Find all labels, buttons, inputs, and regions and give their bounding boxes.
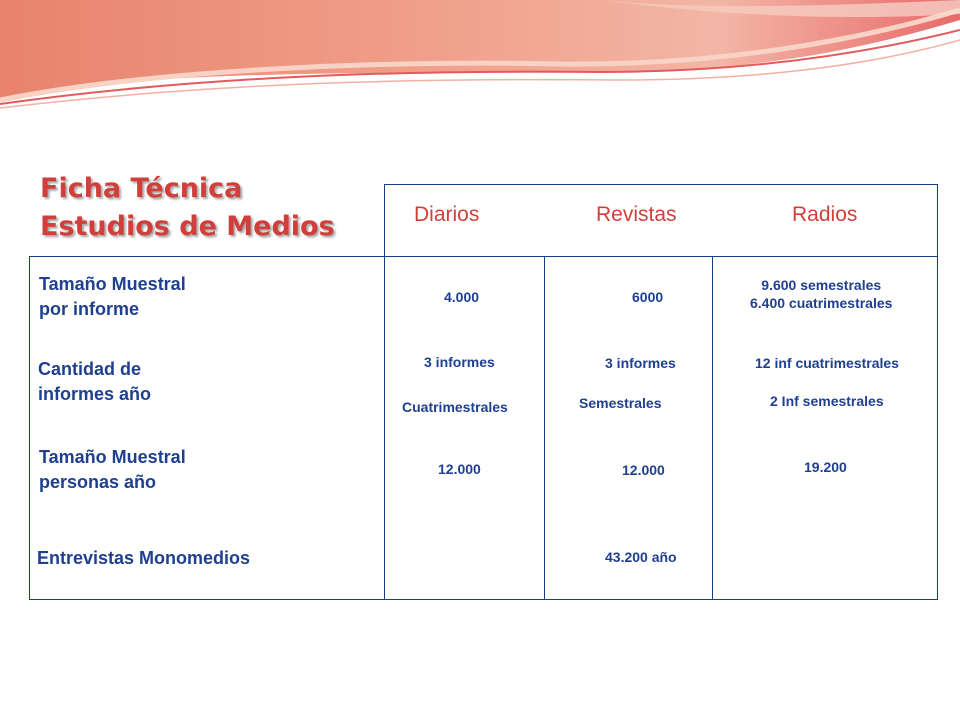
cell-revistas-muestral-anual: 12.000 <box>622 462 665 478</box>
column-divider-middle <box>544 256 545 600</box>
row-label-line: Cantidad de <box>38 359 142 379</box>
row-label-cantidad-informes <box>38 357 151 407</box>
title-line-2: Estudios de Medios <box>40 211 335 242</box>
row-label-line: por informe <box>39 299 140 319</box>
row-label-tamano-anual <box>39 445 186 495</box>
column-divider-right <box>712 256 713 600</box>
cell-revistas-muestral-informe: 6000 <box>632 289 664 305</box>
cell-diarios-informes-count: 3 informes <box>424 354 495 370</box>
title-line-1: Ficha Técnica <box>40 173 243 204</box>
row-label-line: informes año <box>38 384 152 404</box>
row-label-monomedios <box>37 546 250 571</box>
cell-radios-informes-line1: 12 inf cuatrimestrales <box>755 355 899 371</box>
cell-radios-informes-line2: 2 Inf semestrales <box>770 393 884 409</box>
cell-revistas-monomedios: 43.200 año <box>605 549 677 565</box>
decorative-wave-banner <box>0 0 960 120</box>
cell-line: 9.600 semestrales <box>761 277 882 293</box>
row-label-line: Entrevistas Monomedios <box>37 548 251 568</box>
cell-radios-muestral-anual: 19.200 <box>804 459 847 475</box>
row-label-line: Tamaño Muestral <box>39 447 186 467</box>
cell-diarios-informes-type: Cuatrimestrales <box>402 399 508 415</box>
row-label-line: personas año <box>39 472 157 492</box>
cell-radios-muestral-informe <box>750 276 892 312</box>
column-header-diarios: Diarios <box>414 203 480 226</box>
column-header-radios: Radios <box>792 203 858 226</box>
column-header-revistas: Revistas <box>596 203 677 226</box>
cell-diarios-muestral-anual: 12.000 <box>438 461 481 477</box>
row-label-tamano-informe <box>39 272 186 322</box>
cell-revistas-informes-count: 3 informes <box>605 355 676 371</box>
cell-diarios-muestral-informe: 4.000 <box>444 289 480 305</box>
cell-revistas-informes-type: Semestrales <box>579 395 662 411</box>
column-divider-left <box>384 256 385 600</box>
cell-line: 6.400 cuatrimestrales <box>750 295 893 311</box>
row-label-line: Tamaño Muestral <box>39 274 186 294</box>
